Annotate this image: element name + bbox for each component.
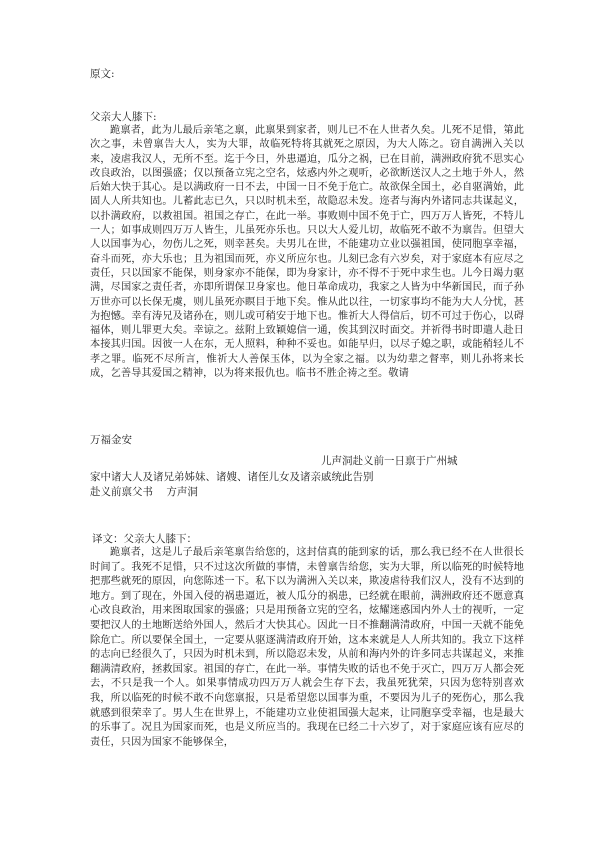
- original-body: 跪禀者，此为儿最后亲笔之禀，此禀果到家者，则儿已不在人世者久矣。儿死不足惜，第此次之事，未曾禀告大人，实为大罪，故临死特将其就死之原因，为大人陈之。窃自满洲入关以来，凌虐我汉人，无所不至。迄于今日，外患逼迫，瓜分之祸，已在目前，满洲政府犹不思实心改良政治，以图强盛；仅以预备立宪之空名，炫惑内外之观听，必欲断送汉人之土地于外人，然后始大快于其心。是以满政府一日不去，中国一日不免于危亡。故欲保全国土，必自驱满始，此固人人所共知也。儿蓄此志已久，只以时机未至，故隐忍未发。迩者与海内外诸同志共谋起义，以扑满政府，以救祖国。祖国之存亡，在此一举。事败则中国不免于亡，四万万人皆死，不特儿一人；如事成则四万万人皆生，儿虽死亦乐也。只以大人爱儿切，故临死不敢不为禀告。但望大人以国事为心，勿伤儿之死，则幸甚矣。夫男儿在世，不能建功立业以强祖国，使同胞享幸福，奋斗而死，亦大乐也；且为祖国而死，亦义所应尔也。儿刻已念有六岁矣，对于家庭本有应尽之责任，只以国家不能保，则身家亦不能保，即为身家计，亦不得不于死中求生也。儿今日竭力驱满，尽国家之责任者，亦即所谓保卫身家也。他日革命成功，我家之人皆为中华新国民，而子孙万世亦可以长保无虞，则儿虽死亦瞑目于地下矣。惟从此以往，一切家事均不能为大人分忧，甚为抱憾。幸有涛兄及诸孙在，则儿或可稍安于地下也。惟祈大人得信后，切不可过于伤心，以碍福体，则儿罪更大矣。幸谅之。兹附上致颖媳信一通，俟其到汉时面交。并祈得书时即遣人赴日本接其归国。因彼一人在东，无人照料，种种不妥也。如能早归，以尽子媳之职，或能稍轻儿不孝之罪。临死不尽所言，惟祈大人善保玉体，以为全家之福。以为幼辈之督率，则儿孙将来长成，乞善导其爱国之精神，以为将来报仇也。临书不胜企祷之至。敬请: [90, 125, 524, 380]
- original-closing: 万福金安: [90, 434, 132, 446]
- original-date-line: 儿声洞赴义前一日禀于广州城: [321, 455, 458, 467]
- original-heading: 原文:: [90, 68, 115, 80]
- translation-body: 跪禀者，这是儿子最后亲笔禀告给您的，这封信真的能到家的话，那么我已经不在人世很长时间了。我死不足惜，只不过这次所做的事情，未曾禀告给您，实为大罪，所以临死的时候特地把那些就死的原因，向您陈述一下。私下以为满洲入关以来，欺凌虐待我们汉人，没有不达到的地方。到了现在，外国入侵的祸患逼近，被人瓜分的祸患，已经就在眼前，满洲政府还不愿意真心改良政治，用来图取国家的强盛；只是用预备立宪的空名，炫耀迷惑国内外人士的视听，一定要把汉人的土地断送给外国人，然后才大快其心。因此一日不推翻满清政府，中国一天就不能免除危亡。所以要保全国土，一定要从驱逐满清政府开始，这本来就是人人所共知的。我立下这样的志向已经很久了，只因为时机未到，所以隐忍未发，从前和海内外的许多同志共谋起义，来推翻满清政府，拯救国家。祖国的存亡，在此一举。事情失败的话也不免于灭亡，四万万人都会死去，不只是我一个人。如果事情成功四万万人就会生存下去，我虽死犹荣，只因为您特别喜欢我，所以临死的时候不敢不向您禀报，只是希望您以国事为重，不要因为儿子的死伤心，那么我就感到很荣幸了。男人生在世界上，不能建功立业使祖国强大起来，让同胞享受幸福，也是最大的乐事了。况且为国家而死，也是义所应当的。我现在已经二十六岁了，对于家庭应该有应尽的责任，只因为国家不能够保全，: [90, 547, 524, 748]
- original-signature: 赴义前禀父书 方声洞: [90, 486, 198, 498]
- translation-salutation: 译文：父亲大人膝下：: [92, 533, 197, 545]
- original-family-line: 家中诸大人及诸兄弟姊妹、诸嫂、诸侄儿女及诸亲戚统此告别: [90, 471, 374, 483]
- original-salutation: 父亲大人膝下:: [90, 111, 157, 123]
